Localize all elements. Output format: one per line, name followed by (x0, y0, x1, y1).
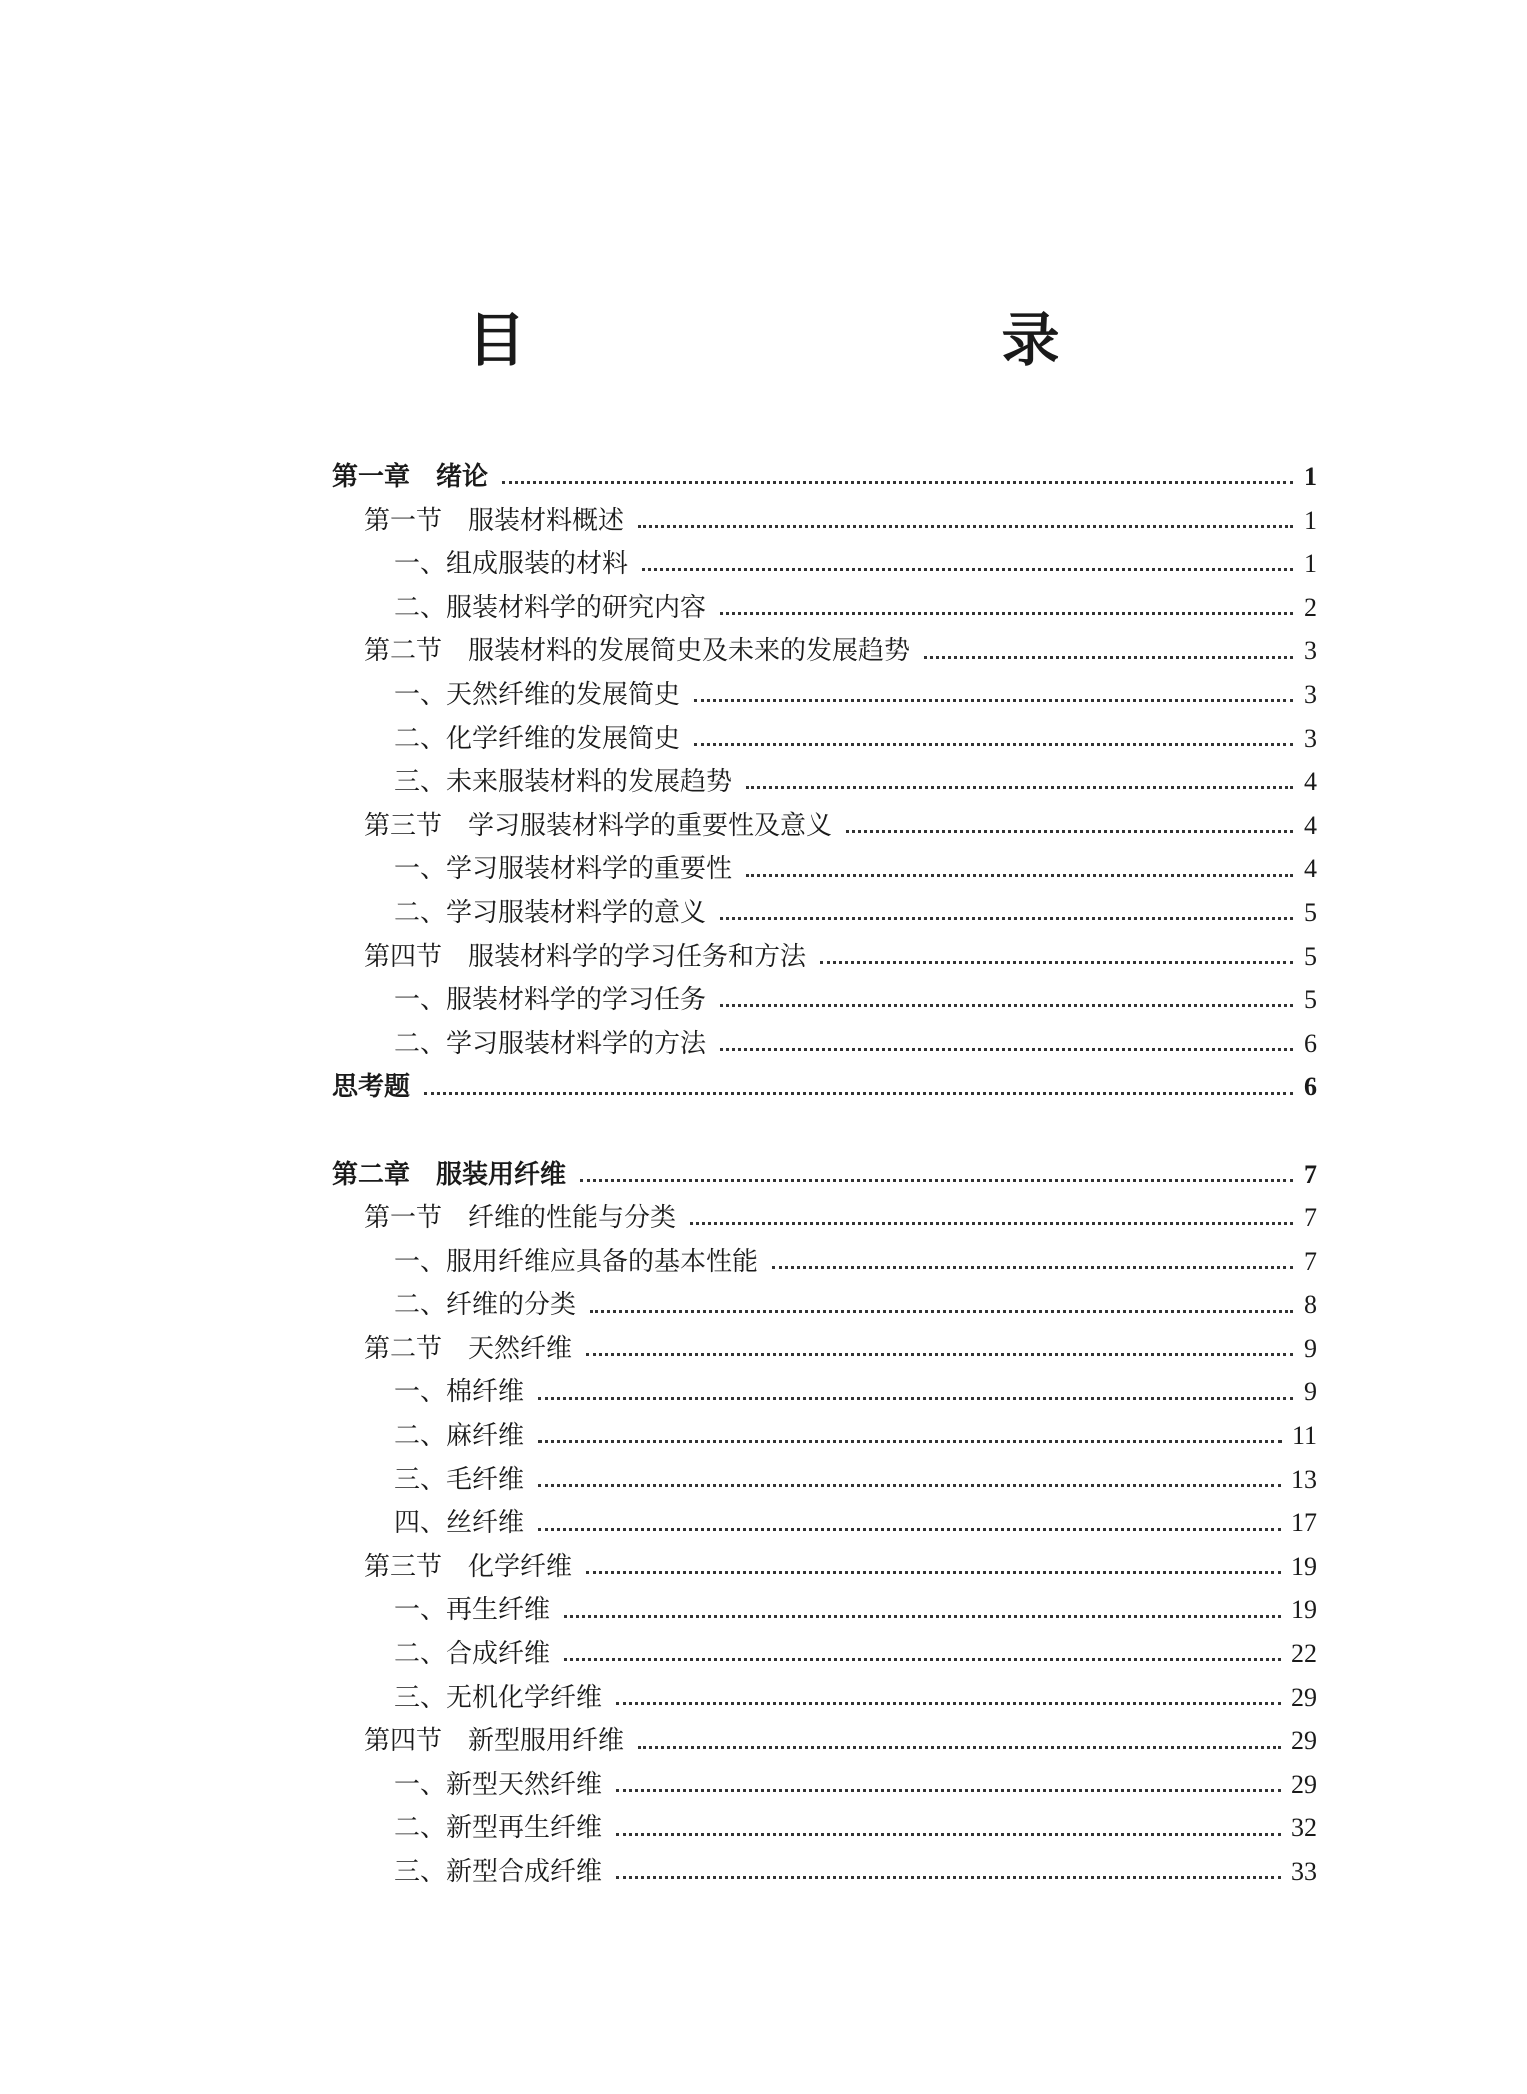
dot-leader (616, 1833, 1281, 1836)
toc-page-number: 29 (1291, 1769, 1317, 1799)
toc-section-entry[interactable] (332, 935, 1317, 979)
toc-page-number: 4 (1304, 854, 1317, 884)
dot-leader (564, 1615, 1281, 1618)
dot-leader (846, 830, 1293, 833)
toc-page-number: 8 (1304, 1290, 1317, 1320)
toc-page-number: 7 (1304, 1246, 1317, 1276)
toc-chapter-entry[interactable] (332, 1153, 1317, 1197)
dot-leader (694, 699, 1293, 702)
toc-page-number: 5 (1304, 897, 1317, 927)
toc-entry-label: 二、纤维的分类 (394, 1290, 577, 1321)
toc-subsection-entry[interactable] (332, 1632, 1317, 1676)
toc-page-number: 11 (1291, 1421, 1317, 1451)
toc-section-entry[interactable] (332, 1196, 1317, 1240)
toc-page-number: 29 (1291, 1726, 1317, 1756)
toc-entry-label: 二、学习服装材料学的方法 (394, 1028, 707, 1059)
toc-page-number: 6 (1304, 1028, 1317, 1058)
dot-leader (586, 1353, 1293, 1356)
toc-entry-label: 四、丝纤维 (394, 1508, 525, 1539)
dot-leader (720, 1004, 1293, 1007)
toc-section-entry[interactable] (332, 1545, 1317, 1589)
toc-entry-label: 一、再生纤维 (394, 1595, 551, 1626)
toc-section-entry[interactable] (332, 499, 1317, 543)
toc-subsection-entry[interactable] (332, 760, 1317, 804)
toc-page-number: 19 (1291, 1551, 1317, 1581)
toc-subsection-entry[interactable] (332, 1370, 1317, 1414)
toc-entry-label: 三、毛纤维 (394, 1464, 525, 1495)
toc-entry-label: 三、无机化学纤维 (394, 1682, 603, 1713)
toc-subsection-entry[interactable] (332, 1283, 1317, 1327)
toc-entry-label: 第二节 服装材料的发展简史及未来的发展趋势 (364, 636, 911, 667)
toc-section-entry[interactable] (332, 1327, 1317, 1371)
toc-section-entry[interactable] (332, 1719, 1317, 1763)
dot-leader (580, 1179, 1293, 1182)
toc-page-number: 32 (1291, 1813, 1317, 1843)
dot-leader (564, 1658, 1281, 1661)
dot-leader (820, 961, 1293, 964)
toc-page-number: 3 (1304, 679, 1317, 709)
dot-leader (720, 917, 1293, 920)
toc-subsection-entry[interactable] (332, 1458, 1317, 1502)
toc-entry-label: 第三节 化学纤维 (364, 1551, 573, 1582)
toc-entry-label: 三、未来服装材料的发展趋势 (394, 767, 733, 798)
dot-leader (746, 786, 1293, 789)
toc-entry-label: 第四节 服装材料学的学习任务和方法 (364, 941, 807, 972)
toc-entry-label: 二、麻纤维 (394, 1421, 525, 1452)
toc-entry-label: 一、组成服装的材料 (394, 549, 629, 580)
dot-leader (616, 1876, 1281, 1879)
toc-subsection-entry[interactable] (332, 1501, 1317, 1545)
toc-chapter-entry[interactable] (332, 1065, 1317, 1109)
toc-page-number: 19 (1291, 1595, 1317, 1625)
toc-page-number: 33 (1291, 1857, 1317, 1886)
toc-page-number: 5 (1304, 941, 1317, 971)
dot-leader (538, 1484, 1281, 1487)
toc-subsection-entry[interactable] (332, 1676, 1317, 1720)
toc-page-number: 9 (1304, 1333, 1317, 1363)
toc-page-number: 7 (1304, 1203, 1317, 1233)
toc-entry-label: 一、服装材料学的学习任务 (394, 985, 707, 1016)
toc-page-number: 6 (1304, 1072, 1317, 1102)
toc-page-number: 9 (1304, 1377, 1317, 1407)
dot-leader (924, 656, 1293, 659)
toc-subsection-entry[interactable] (332, 978, 1317, 1022)
toc-subsection-entry[interactable] (332, 586, 1317, 630)
toc-section-entry[interactable] (332, 629, 1317, 673)
toc-entry-label: 第二节 天然纤维 (364, 1333, 573, 1364)
toc-page-number: 5 (1304, 985, 1317, 1015)
toc-page-number: 1 (1304, 462, 1317, 491)
dot-leader (772, 1266, 1293, 1269)
toc-chapter-entry[interactable] (332, 455, 1317, 499)
dot-leader (502, 481, 1293, 484)
toc-subsection-entry[interactable] (332, 1806, 1317, 1850)
page-title: 目 录 (467, 306, 1180, 374)
dot-leader (638, 525, 1293, 528)
toc-page-number: 17 (1291, 1508, 1317, 1538)
toc-page-number: 3 (1304, 636, 1317, 666)
section-gap (332, 1109, 1317, 1153)
toc-subsection-entry[interactable] (332, 542, 1317, 586)
dot-leader (694, 743, 1293, 746)
toc-entry-label: 三、新型合成纤维 (394, 1857, 603, 1887)
toc-entry-label: 二、合成纤维 (394, 1639, 551, 1670)
dot-leader (538, 1397, 1293, 1400)
dot-leader (616, 1702, 1281, 1705)
toc-subsection-entry[interactable] (332, 1240, 1317, 1284)
toc-entry-label: 一、学习服装材料学的重要性 (394, 854, 733, 885)
toc-page-number: 13 (1291, 1464, 1317, 1494)
toc-entry-label: 二、新型再生纤维 (394, 1813, 603, 1844)
toc-subsection-entry[interactable] (332, 717, 1317, 761)
toc-entry-label: 一、服用纤维应具备的基本性能 (394, 1246, 759, 1277)
toc-entry-label: 二、服装材料学的研究内容 (394, 592, 707, 623)
dot-leader (642, 568, 1293, 571)
dot-leader (638, 1746, 1281, 1749)
table-of-contents (332, 455, 1317, 1894)
dot-leader (538, 1440, 1282, 1443)
toc-page-number: 29 (1291, 1682, 1317, 1712)
toc-subsection-entry[interactable] (332, 1022, 1317, 1066)
toc-subsection-entry[interactable] (332, 1850, 1317, 1894)
dot-leader (586, 1571, 1281, 1574)
toc-section-entry[interactable] (332, 804, 1317, 848)
toc-page-number: 4 (1304, 767, 1317, 797)
toc-subsection-entry[interactable] (332, 891, 1317, 935)
toc-entry-label: 第四节 新型服用纤维 (364, 1726, 625, 1757)
toc-page-number: 7 (1304, 1159, 1317, 1189)
toc-subsection-entry[interactable] (332, 1588, 1317, 1632)
toc-entry-label: 一、天然纤维的发展简史 (394, 679, 681, 710)
toc-entry-label: 第一章 绪论 (332, 462, 489, 492)
toc-subsection-entry[interactable] (332, 673, 1317, 717)
toc-entry-label: 一、新型天然纤维 (394, 1769, 603, 1800)
dot-leader (746, 874, 1293, 877)
dot-leader (690, 1222, 1293, 1225)
toc-entry-label: 思考题 (332, 1072, 411, 1103)
toc-entry-label: 二、化学纤维的发展简史 (394, 723, 681, 754)
toc-subsection-entry[interactable] (332, 847, 1317, 891)
toc-page-number: 22 (1291, 1639, 1317, 1669)
toc-page-number: 4 (1304, 810, 1317, 840)
toc-page-number: 1 (1304, 549, 1317, 579)
toc-page-number: 1 (1304, 505, 1317, 535)
dot-leader (720, 612, 1293, 615)
dot-leader (720, 1048, 1293, 1051)
toc-entry-label: 第一节 纤维的性能与分类 (364, 1203, 677, 1234)
toc-entry-label: 二、学习服装材料学的意义 (394, 897, 707, 928)
toc-entry-label: 第二章 服装用纤维 (332, 1159, 567, 1190)
dot-leader (590, 1310, 1293, 1313)
toc-entry-label: 第一节 服装材料概述 (364, 505, 625, 536)
dot-leader (616, 1789, 1281, 1792)
toc-subsection-entry[interactable] (332, 1414, 1317, 1458)
dot-leader (538, 1528, 1281, 1531)
dot-leader (424, 1092, 1293, 1095)
toc-entry-label: 第三节 学习服装材料学的重要性及意义 (364, 810, 833, 841)
toc-page-number: 2 (1304, 592, 1317, 622)
toc-subsection-entry[interactable] (332, 1763, 1317, 1807)
toc-page-number: 3 (1304, 723, 1317, 753)
toc-entry-label: 一、棉纤维 (394, 1377, 525, 1408)
